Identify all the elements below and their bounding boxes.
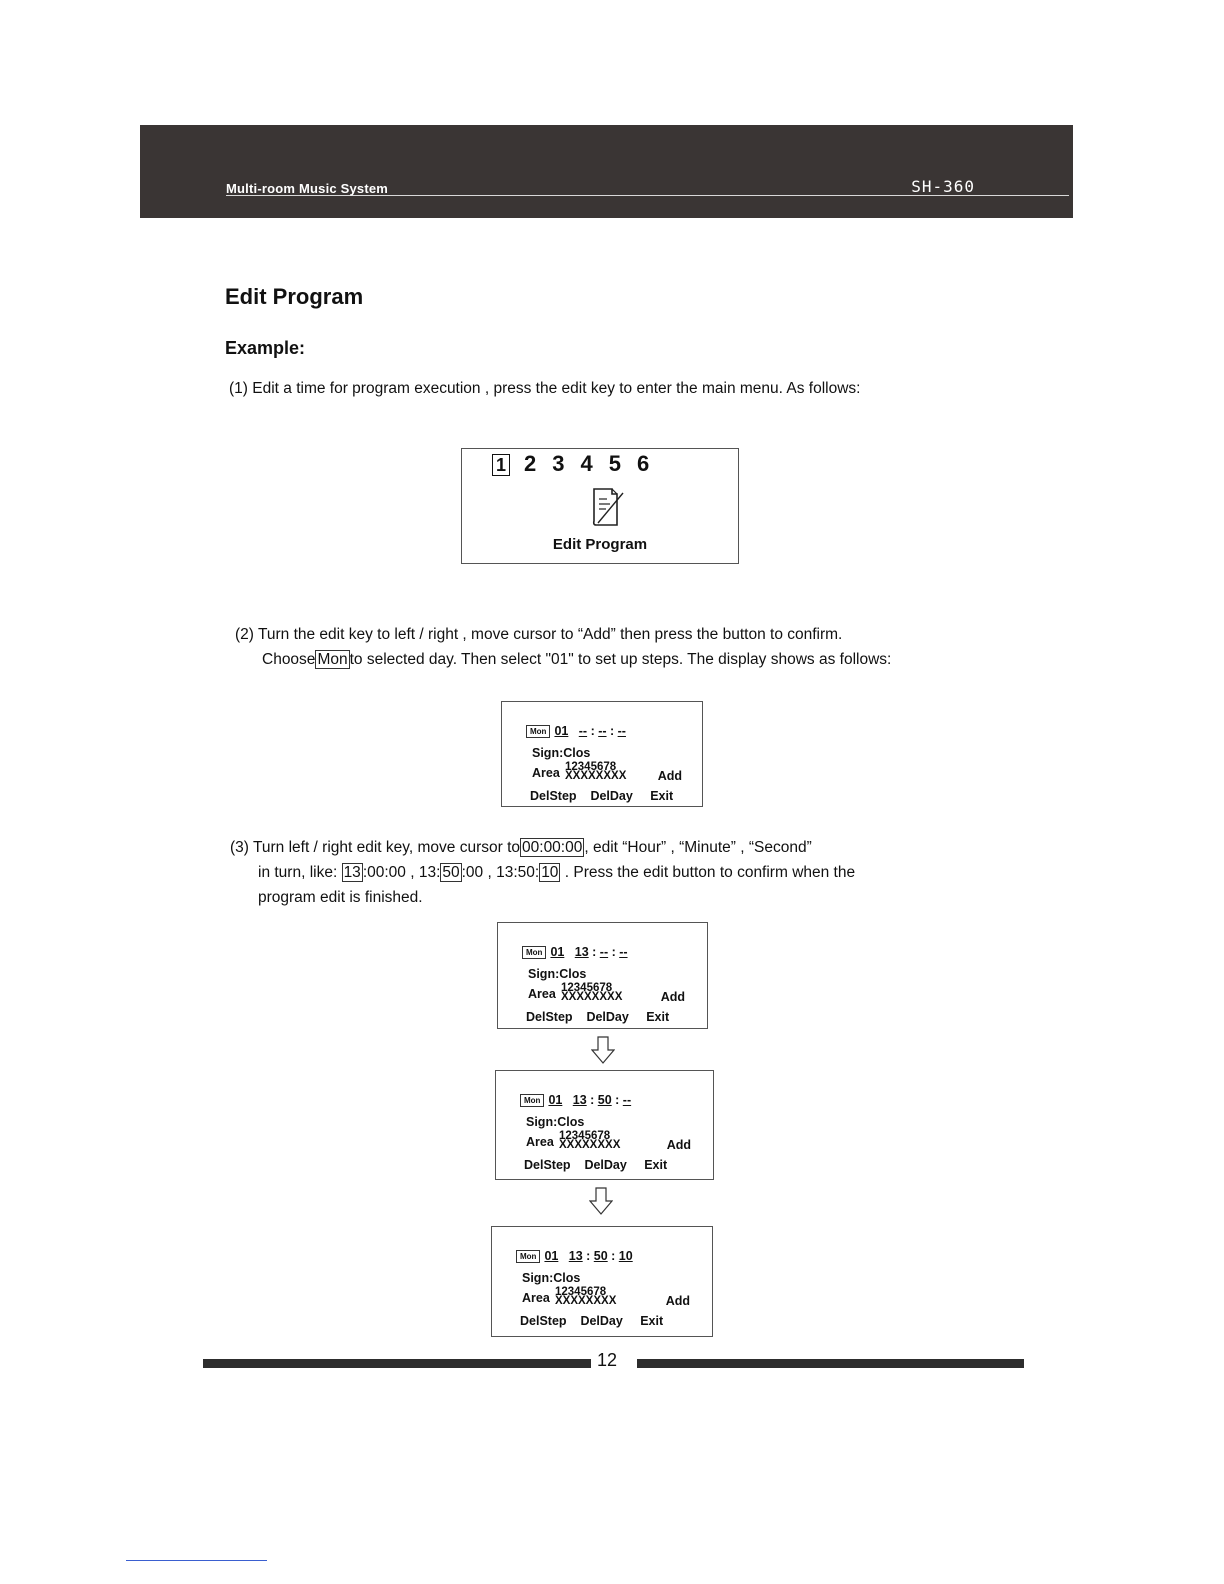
lcd-time: 13 : -- : -- xyxy=(574,945,628,959)
hour-box: 13 xyxy=(343,864,361,881)
step2-text: Choose xyxy=(262,651,316,668)
menu-number: 6 xyxy=(637,451,650,476)
lcd-add: Add xyxy=(660,990,685,1004)
footer-bar-right xyxy=(637,1359,1024,1368)
lcd-area-values: 12345678 XXXXXXXX xyxy=(559,1130,621,1151)
lcd-step: 01 xyxy=(544,1249,559,1263)
lcd-exit: Exit xyxy=(646,1010,670,1024)
lcd-time-row xyxy=(516,1249,633,1263)
lcd-delday: DelDay xyxy=(586,1010,629,1024)
step3-line1 xyxy=(230,835,812,860)
down-arrow-icon xyxy=(589,1187,613,1215)
lcd-exit: Exit xyxy=(640,1314,664,1328)
down-arrow-icon xyxy=(591,1036,615,1064)
step1-text: (1) Edit a time for program execution , press the edit key to enter the main menu. As follows: xyxy=(229,380,861,397)
lcd-delday: DelDay xyxy=(584,1158,627,1172)
lcd-time-row xyxy=(526,724,626,738)
step2-text: to selected day. Then select "01" to set up steps. The display shows as follows: xyxy=(349,651,892,668)
lcd-day: Mon xyxy=(516,1250,540,1263)
menu-numbers xyxy=(492,451,649,477)
step3-text: :00 , 13:50: xyxy=(461,864,540,881)
lcd-exit: Exit xyxy=(644,1158,668,1172)
lcd-bottom-row xyxy=(526,1010,669,1024)
menu-number: 4 xyxy=(580,451,593,476)
step3-text: . Press the edit button to confirm when the xyxy=(560,864,856,881)
lcd-delstep: DelStep xyxy=(524,1158,571,1172)
lcd-sign: Sign:Clos xyxy=(522,1271,581,1285)
lcd-time-row xyxy=(522,945,628,959)
lcd-delday: DelDay xyxy=(580,1314,623,1328)
lcd-display xyxy=(501,701,703,807)
lcd-sign: Sign:Clos xyxy=(532,746,591,760)
menu-number-selected: 1 xyxy=(492,454,510,476)
edit-document-icon xyxy=(590,485,626,531)
lcd-time-row xyxy=(520,1093,631,1107)
step2-line2 xyxy=(262,647,891,672)
lcd-area-values: 12345678 XXXXXXXX xyxy=(561,982,623,1003)
lcd-sign: Sign:Clos xyxy=(528,967,587,981)
step3-text: in turn, like: xyxy=(258,864,342,881)
footer-bar-left xyxy=(203,1359,591,1368)
step3-text: , edit “Hour” , “Minute” , “Second” xyxy=(584,839,812,856)
menu-label: Edit Program xyxy=(552,536,648,553)
lcd-sign: Sign:Clos xyxy=(526,1115,585,1129)
lcd-area-label: Area xyxy=(532,766,560,780)
step3-line2 xyxy=(258,860,855,885)
page-header xyxy=(140,125,1073,218)
lcd-area-values: 12345678 XXXXXXXX xyxy=(555,1286,617,1307)
lcd-display xyxy=(497,922,708,1029)
day-box: Mon xyxy=(317,651,348,668)
lcd-bottom-row xyxy=(530,789,673,803)
lcd-day: Mon xyxy=(522,946,546,959)
menu-number: 2 xyxy=(524,451,537,476)
step3-text: (3) Turn left / right edit key, move cursor to xyxy=(230,839,521,856)
lcd-delday: DelDay xyxy=(590,789,633,803)
step2-line1: (2) Turn the edit key to left / right , move cursor to “Add” then press the button to confirm. xyxy=(235,626,843,643)
lcd-display xyxy=(495,1070,714,1180)
lcd-area-label: Area xyxy=(528,987,556,1001)
lcd-day: Mon xyxy=(520,1094,544,1107)
main-menu-display xyxy=(461,448,739,564)
lcd-step: 01 xyxy=(550,945,565,959)
menu-number: 3 xyxy=(552,451,565,476)
lcd-time: -- : -- : -- xyxy=(578,724,626,738)
menu-number: 5 xyxy=(608,451,621,476)
lcd-delstep: DelStep xyxy=(526,1010,573,1024)
time-box: 00:00:00 xyxy=(522,839,583,856)
lcd-add: Add xyxy=(665,1294,690,1308)
page-number: 12 xyxy=(597,1350,618,1370)
lcd-bottom-row xyxy=(520,1314,663,1328)
example-heading: Example: xyxy=(225,338,306,358)
step3-line3: program edit is finished. xyxy=(258,889,423,906)
lcd-add: Add xyxy=(657,769,682,783)
second-box: 10 xyxy=(541,864,559,881)
lcd-day: Mon xyxy=(526,725,550,738)
lcd-step: 01 xyxy=(548,1093,563,1107)
lcd-add: Add xyxy=(666,1138,691,1152)
lcd-delstep: DelStep xyxy=(520,1314,567,1328)
header-brand: Multi-room Music System xyxy=(226,181,389,196)
lcd-time: 13 : 50 : 10 xyxy=(568,1249,633,1263)
lcd-display xyxy=(491,1226,713,1337)
minute-box: 50 xyxy=(442,864,460,881)
lcd-step: 01 xyxy=(554,724,569,738)
lcd-exit: Exit xyxy=(650,789,674,803)
step3-text: :00:00 , 13: xyxy=(362,864,441,881)
lcd-bottom-row xyxy=(524,1158,667,1172)
lcd-time: 13 : 50 : -- xyxy=(572,1093,632,1107)
lcd-area-values: 12345678 XXXXXXXX xyxy=(565,761,627,782)
header-model: SH-360 xyxy=(911,177,975,196)
lcd-area-label: Area xyxy=(526,1135,554,1149)
link-underline xyxy=(126,1560,267,1561)
lcd-area-label: Area xyxy=(522,1291,550,1305)
lcd-delstep: DelStep xyxy=(530,789,577,803)
page-title: Edit Program xyxy=(225,284,364,309)
